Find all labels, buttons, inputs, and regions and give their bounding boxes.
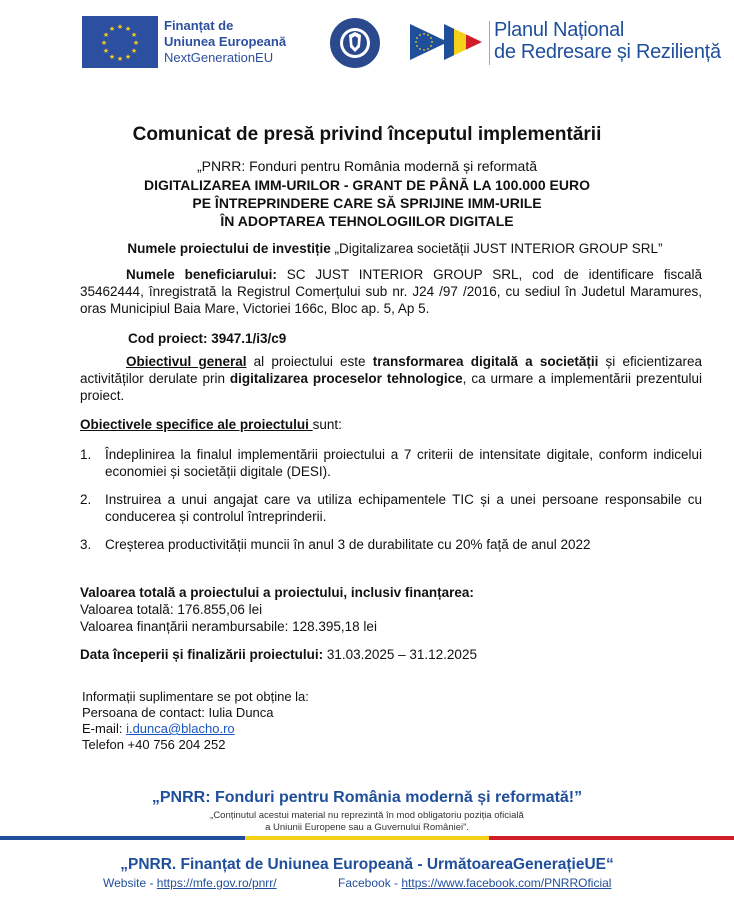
objective-text: , ca urmare a implementării prezentului proiect. [80,371,702,403]
list-item-text: Creșterea productivității muncii în anul 3 de durabilitate cu 20% față de anul 2022 [105,537,591,552]
contact-intro: Informații suplimentare se pot obține la: [82,689,309,704]
objective-text: și eficientizarea activităților derulate prin [80,354,703,386]
dates-label: Data începerii și finalizării proiectului: [80,647,324,662]
svg-text:★: ★ [124,54,132,61]
general-objective-paragraph [80,353,702,404]
eu-funding-logo-text [164,18,286,66]
objective-bold: digitalizarea proceselor tehnologice [229,371,463,386]
facebook-link-group [338,876,611,890]
eu-flag-icon [82,16,158,68]
tricolor-yellow [245,836,490,840]
email-link[interactable]: i.dunca@blacho.ro [126,721,235,736]
list-item [80,446,702,480]
pnrr-arrows-icon [410,20,488,64]
svg-text:★: ★ [102,32,110,39]
general-objective-label: Obiectivul general [126,354,247,369]
svg-text:★: ★ [108,26,116,33]
svg-text:★: ★ [130,32,138,39]
project-dates [80,647,477,662]
email-label: E-mail: [82,721,127,736]
svg-text:★: ★ [116,56,124,63]
tricolor-divider [0,836,734,840]
website-link[interactable]: https://mfe.gov.ro/pnrr/ [156,876,277,890]
objective-bold: transformarea digitală a societății [372,354,599,369]
svg-text:★: ★ [108,54,116,61]
page-title: Comunicat de presă privind începutul implementării [132,124,602,145]
facebook-link[interactable]: https://www.facebook.com/PNRROficial [401,876,612,890]
heading-line: DIGITALIZAREA IMM-URILOR - GRANT DE PÂNĂ LA 100.000 EURO [144,177,590,193]
website-link-group [103,876,277,890]
total-value: Valoarea totală: 176.855,06 lei [80,602,263,617]
beneficiary-label: Numele beneficiarului: [126,267,277,282]
eu-logo-line2: Uniunea Europeană [164,34,287,49]
disclaimer-line: a Uniunii Europene sau a Guvernului României”. [265,822,469,833]
disclaimer [0,810,734,834]
list-item-number: 3. [80,537,92,552]
program-slogan: „PNRR: Fonduri pentru România modernă și reformată [196,158,538,174]
contact-person: Persoana de contact: Iulia Dunca [82,705,274,720]
pnrr-logo-line2: de Redresare și Reziliență [494,41,721,63]
svg-text:★: ★ [124,26,132,33]
beneficiary-paragraph [80,266,702,317]
footer-slogan: „PNRR: Fonduri pentru România modernă și reformată!” [151,789,583,806]
contact-info [82,689,309,753]
list-item-number: 2. [80,492,92,507]
eu-logo-line1: Finanțat de [164,18,234,33]
specific-objectives-suffix: sunt: [312,417,342,432]
eu-logo-line3: NextGenerationEU [164,50,274,65]
project-name-value: „Digitalizarea societății JUST INTERIOR GROUP SRL” [334,241,663,256]
facebook-label: Facebook - [338,876,402,890]
dates-value: 31.03.2025 – 31.12.2025 [323,647,477,662]
list-item [80,536,702,553]
specific-objectives-label: Obiectivele specifice ale proiectului [80,417,313,432]
project-name [80,240,710,257]
romanian-government-seal-icon [330,18,380,68]
contact-phone: Telefon +40 756 204 252 [82,737,226,752]
list-item [80,491,702,525]
svg-text:★: ★ [100,40,108,47]
list-item-text: Îndeplinirea la finalul implementării proiectului a 7 criterii de intensitate digitale, conform indicelui economiei și societății digitale (DESI). [105,447,702,479]
beneficiary-value: SC JUST INTERIOR GROUP SRL, cod de identificare fiscală 35462444, înregistrată la Registrul Comerțului sub nr. J24 /97 /2016, cu sediul în Judetul Maramures, oras Municipiul Baia Mare, Victoriei 166c, Bloc ap. 5, Ap 5. [80,267,702,316]
project-code: Cod proiect: 3947.1/i3/c9 [128,331,287,346]
pnrr-logo-text [494,19,721,63]
list-item-text: Instruirea a unui angajat care va utiliza echipamentele TIC și a unei persoane responsabile cu conducerea și controlul întreprinderii. [105,492,702,524]
project-values [80,584,474,635]
program-heading [0,176,734,230]
footer-funding-statement: „PNRR. Finanțat de Uniunea Europeană - UrmătoareaGenerațieUE“ [120,856,614,873]
svg-text:★: ★ [130,48,138,55]
tricolor-blue [0,836,245,840]
disclaimer-line: „Conținutul acestui material nu reprezintă în mod obligatoriu poziția oficială [210,810,524,821]
website-label: Website - [103,876,157,890]
values-title: Valoarea totală a proiectului a proiectului, inclusiv finanțarea: [80,585,474,600]
non-reimbursable-value: Valoarea finanțării nerambursabile: 128.395,18 lei [80,619,377,634]
svg-text:★: ★ [132,40,140,47]
specific-objectives-heading [80,416,342,433]
specific-objectives-list [80,446,702,564]
logo-divider [489,21,490,65]
pnrr-logo-line1: Planul Național [494,19,625,41]
heading-line: ÎN ADOPTAREA TEHNOLOGIILOR DIGITALE [220,213,514,229]
project-name-label: Numele proiectului de investiție [127,241,331,256]
svg-text:★: ★ [116,24,124,31]
list-item-number: 1. [80,447,92,462]
svg-text:★: ★ [102,48,110,55]
heading-line: PE ÎNTREPRINDERE CARE SĂ SPRIJINE IMM-URILE [192,195,542,211]
tricolor-red [489,836,734,840]
objective-text: al proiectului este [246,354,373,369]
